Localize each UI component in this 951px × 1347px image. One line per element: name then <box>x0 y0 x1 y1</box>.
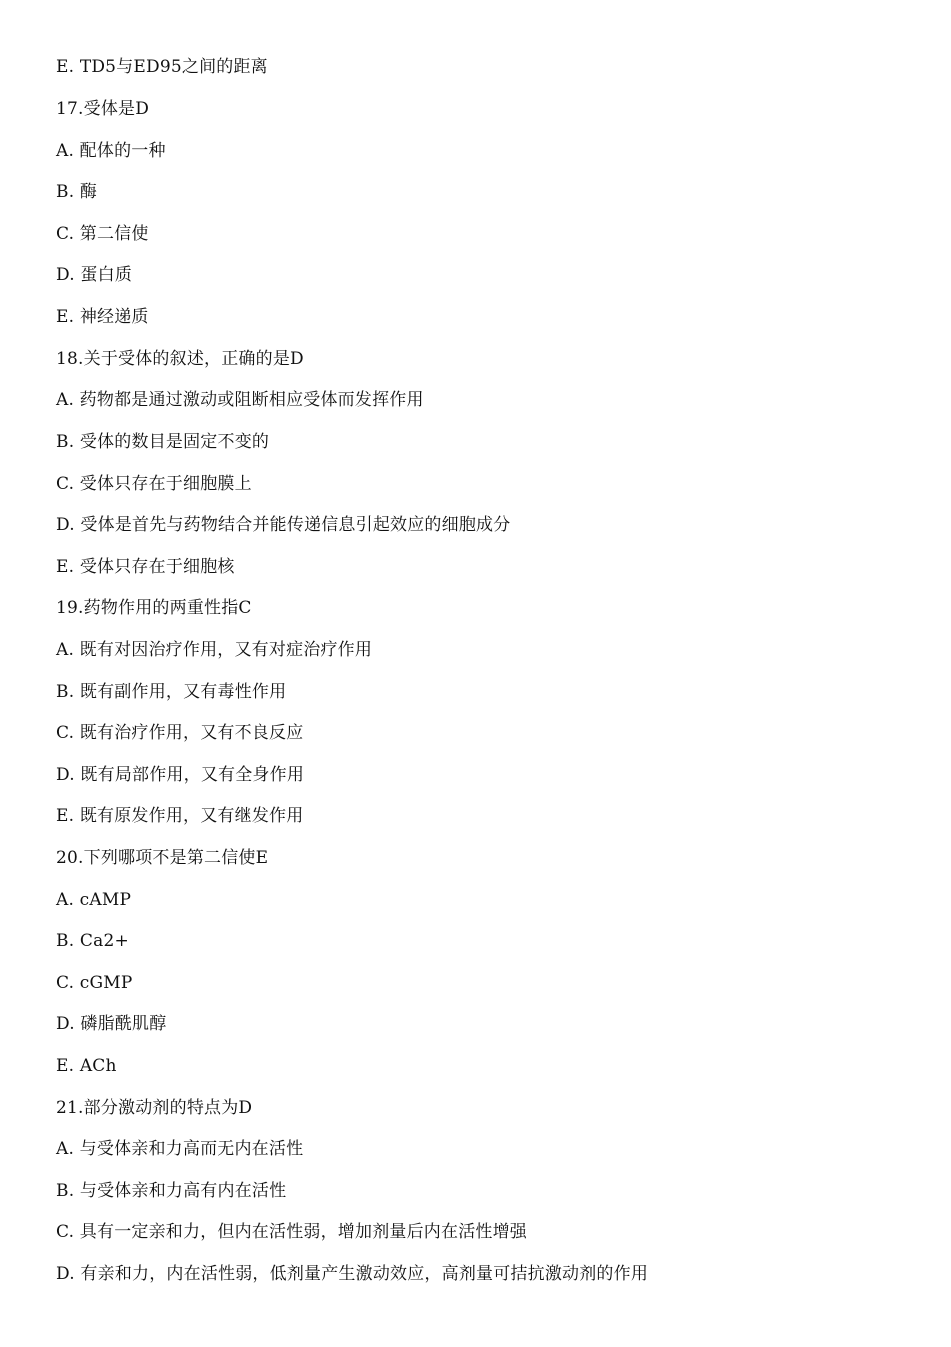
option-line: B. Ca2+ <box>56 931 129 951</box>
option-line: B. 受体的数目是固定不变的 <box>56 432 270 452</box>
option-line: D. 有亲和力，内在活性弱，低剂量产生激动效应，高剂量可拮抗激动剂的作用 <box>56 1264 649 1284</box>
option-line: D. 磷脂酰肌醇 <box>56 1014 167 1034</box>
option-line: E. 既有原发作用，又有继发作用 <box>56 806 304 826</box>
option-line: A. 与受体亲和力高而无内在活性 <box>56 1139 304 1159</box>
question-line: 19.药物作用的两重性指C <box>56 598 252 618</box>
option-line: B. 酶 <box>56 182 98 202</box>
option-line: C. 第二信使 <box>56 224 149 244</box>
option-line: E. 受体只存在于细胞核 <box>56 557 235 577</box>
option-line: A. 药物都是通过激动或阻断相应受体而发挥作用 <box>56 390 424 410</box>
option-line: B. 与受体亲和力高有内在活性 <box>56 1181 287 1201</box>
option-line: A. 配体的一种 <box>56 141 166 161</box>
question-line: 21.部分激动剂的特点为D <box>56 1098 253 1118</box>
option-line: D. 既有局部作用，又有全身作用 <box>56 765 305 785</box>
question-line: 17.受体是D <box>56 99 150 119</box>
question-line: 18.关于受体的叙述，正确的是D <box>56 349 304 369</box>
option-line: C. 既有治疗作用，又有不良反应 <box>56 723 304 743</box>
option-line: C. 具有一定亲和力，但内在活性弱，增加剂量后内在活性增强 <box>56 1222 528 1242</box>
option-line: B. 既有副作用，又有毒性作用 <box>56 682 287 702</box>
option-line: D. 蛋白质 <box>56 265 133 285</box>
option-line: C. 受体只存在于细胞膜上 <box>56 474 252 494</box>
option-line: A. 既有对因治疗作用，又有对症治疗作用 <box>56 640 373 660</box>
question-line: 20.下列哪项不是第二信使E <box>56 848 269 868</box>
option-line: A. cAMP <box>56 890 132 910</box>
option-line: E. 神经递质 <box>56 307 149 327</box>
option-line: E. TD5与ED95之间的距离 <box>56 57 268 77</box>
option-line: C. cGMP <box>56 973 133 993</box>
option-line: E. ACh <box>56 1056 117 1076</box>
option-line: D. 受体是首先与药物结合并能传递信息引起效应的细胞成分 <box>56 515 511 535</box>
